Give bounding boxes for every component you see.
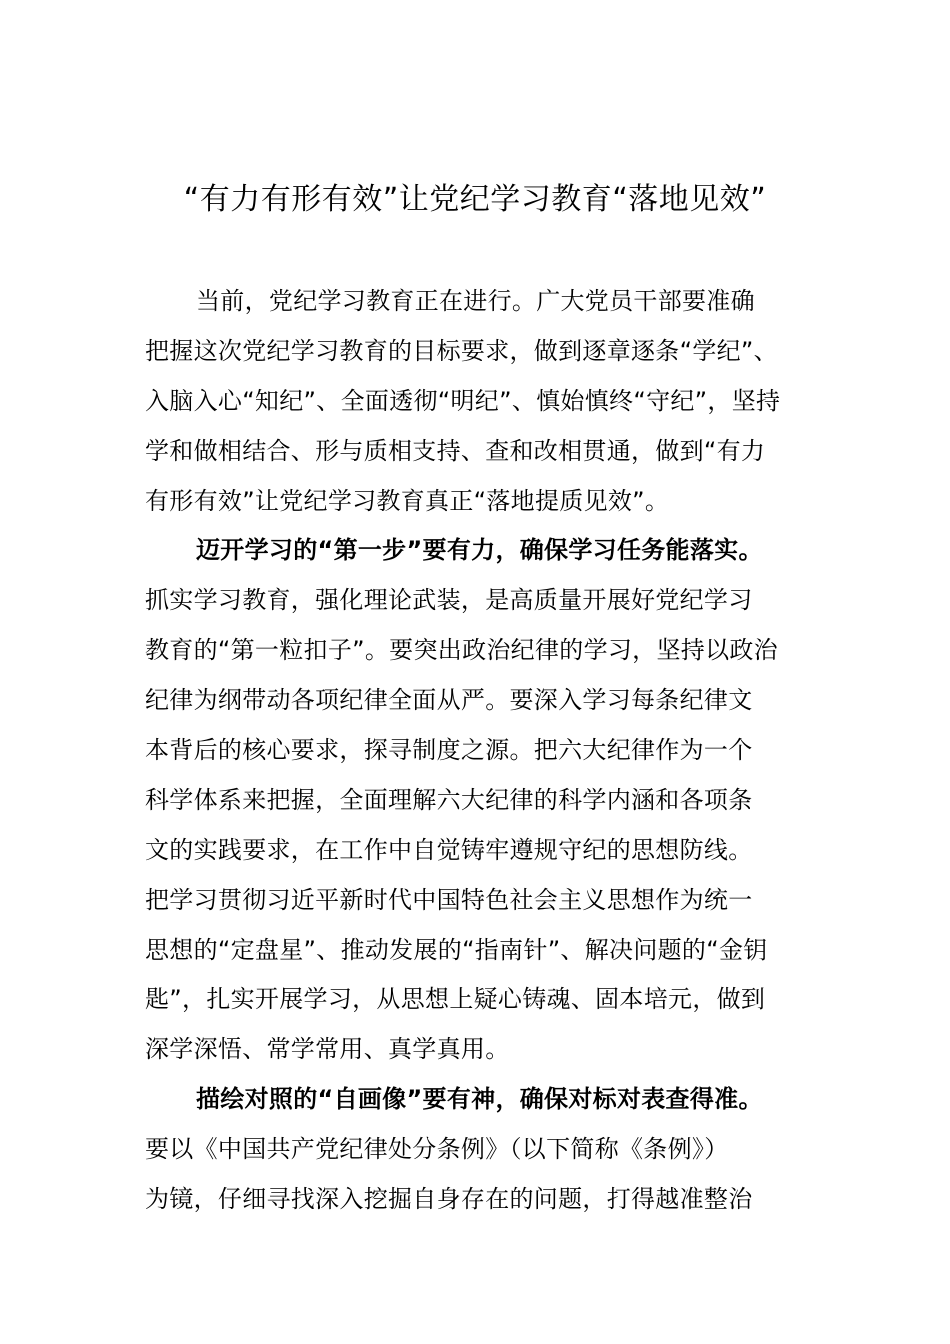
paragraph-line: 文的实践要求，在工作中自觉铸牢遵规守纪的思想防线。 (145, 835, 753, 864)
paragraph-line: 教育的“第一粒扣子”。要突出政治纪律的学习，坚持以政治 (145, 636, 778, 665)
paragraph-line: 本背后的核心要求，探寻制度之源。把六大纪律作为一个 (145, 736, 753, 765)
paragraph-line: 学和做相结合、形与质相支持、查和改相贯通，做到“有力 (145, 436, 766, 465)
paragraph-line: 纪律为纲带动各项纪律全面从严。要深入学习每条纪律文 (145, 686, 753, 715)
paragraph-line: 要以《中国共产党纪律处分条例》（以下简称《条例》） (145, 1135, 729, 1164)
section-heading-line: 迈开学习的“第一步”要有力，确保学习任务能落实。 (196, 536, 763, 565)
paragraph-line: 入脑入心“知纪”、全面透彻“明纪”、慎始慎终“守纪”，坚持 (145, 386, 781, 415)
paragraph-line: 有形有效”让党纪学习教育真正“落地提质见效”。 (145, 486, 670, 515)
paragraph-line: 把学习贯彻习近平新时代中国特色社会主义思想作为统一 (145, 885, 753, 914)
paragraph-line: 科学体系来把握，全面理解六大纪律的科学内涵和各项条 (145, 785, 753, 814)
document-title: “有力有形有效”让党纪学习教育“落地见效” (183, 182, 767, 217)
paragraph-line: 当前，党纪学习教育正在进行。广大党员干部要准确 (196, 287, 755, 315)
paragraph-line: 思想的“定盘星”、推动发展的“指南针”、解决问题的“金钥 (145, 935, 768, 964)
document-body (145, 277, 845, 1225)
paragraph-line: 为镜，仔细寻找深入挖掘自身存在的问题，打得越准整治 (145, 1185, 753, 1214)
paragraph-line: 匙”，扎实开展学习，从思想上疑心铸魂、固本培元，做到 (145, 985, 766, 1014)
section-heading-line: 描绘对照的“自画像”要有神，确保对标对表查得准。 (196, 1085, 763, 1114)
paragraph-line: 抓实学习教育，强化理论武装，是高质量开展好党纪学习 (145, 586, 753, 615)
paragraph-line: 深学深悟、常学常用、真学真用。 (145, 1035, 510, 1064)
paragraph-line: 把握这次党纪学习教育的目标要求，做到逐章逐条“学纪”、 (145, 336, 778, 365)
